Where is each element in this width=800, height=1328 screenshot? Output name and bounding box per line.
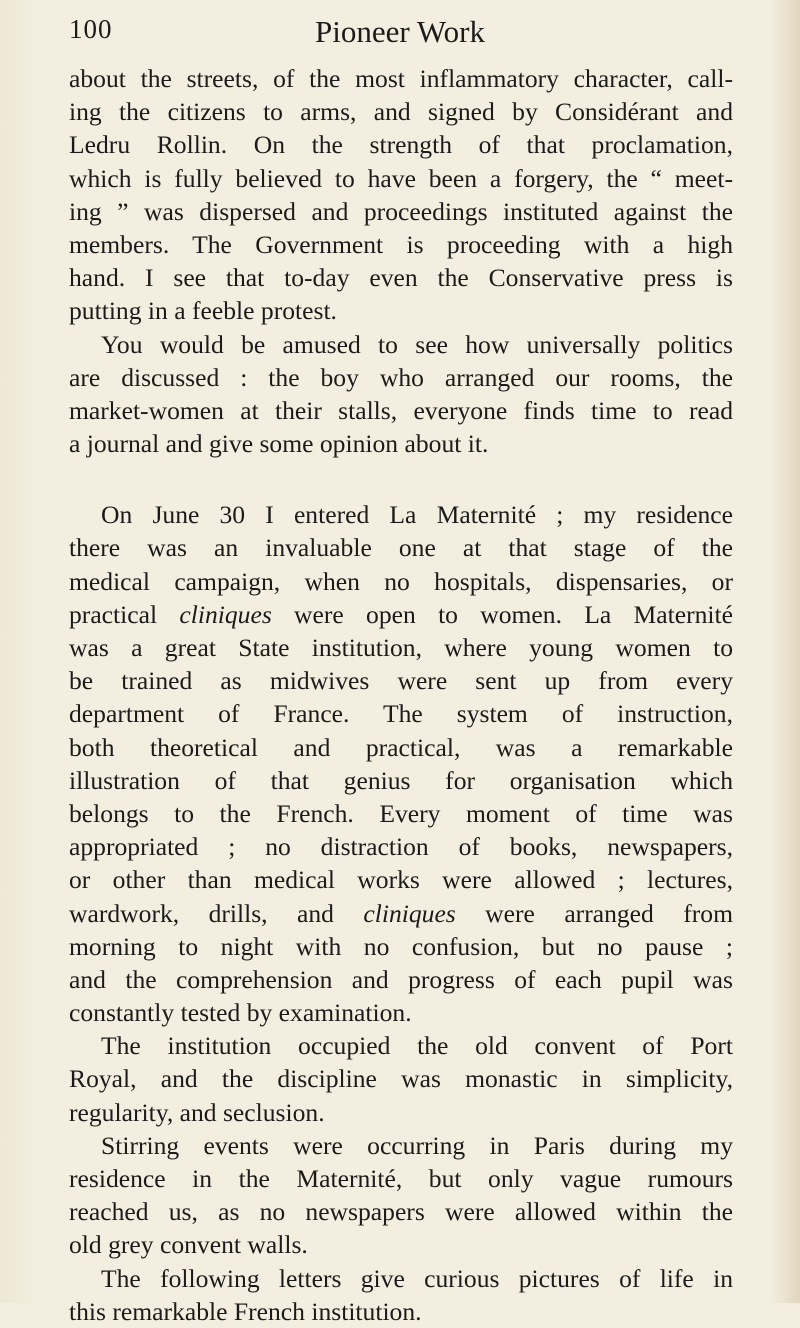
text-line: a journal and give some opinion about it. [69,429,489,459]
text-line: hand. I see that to-day even the Conservative press is [69,263,733,293]
text-line: members. The Government is proceeding with a high [69,229,733,259]
running-title: Pioneer Work [315,14,485,49]
text-line: and the comprehension and progress of each pupil was [69,964,733,994]
text-line: old grey convent walls. [69,1230,308,1260]
text-line: putting in a feeble protest. [69,296,337,326]
text-line: about the streets, of the most inflammatory character, call- [69,64,733,93]
text-line: was a great State institution, where young women to [69,633,733,662]
paragraph [69,1262,733,1328]
text-line: market-women at their stalls, everyone finds time to read [69,395,733,425]
paragraph-gap [69,460,733,498]
paragraph [69,62,733,328]
text-line: be trained as midwives were sent up from every [69,666,733,696]
text-line: The following letters give curious pictures of life in [101,1263,733,1293]
body-text [69,62,733,1328]
paragraph [69,1129,733,1262]
text-line: which is fully believed to have been a forgery, the “ meet- [69,163,733,193]
text-line: residence in the Maternité, but only vague rumours [69,1164,733,1193]
text-line: On June 30 I entered La Maternité ; my residence [101,500,733,530]
text-line: wardwork, drills, and cliniques were arranged from [69,898,733,928]
text-line: medical campaign, when no hospitals, dispensaries, or [69,566,733,596]
text-line: ing ” was dispersed and proceedings instituted against the [69,196,733,226]
text-line: or other than medical works were allowed ; lectures, [69,865,733,895]
page-header [69,14,731,54]
text-line: there was an invaluable one at that stage of the [69,533,733,563]
text-line: Stirring events were occurring in Paris during my [101,1130,733,1160]
text-line: appropriated ; no distraction of books, newspapers, [69,832,733,862]
paragraph [69,498,733,1029]
text-line: constantly tested by examination. [69,998,412,1028]
page-number: 100 [69,14,113,44]
text-line: reached us, as no newspapers were allowed within the [69,1197,733,1227]
text-line: belongs to the French. Every moment of time was [69,798,733,828]
text-line: The institution occupied the old convent of Port [101,1031,733,1061]
text-line: ing the citizens to arms, and signed by Considérant and [69,97,733,127]
paragraph [69,1029,733,1129]
text-line: department of France. The system of instruction, [69,699,733,729]
text-line: You would be amused to see how universally politics [101,329,733,359]
text-line: are discussed : the boy who arranged our rooms, the [69,362,733,392]
text-line: Royal, and the discipline was monastic in simplicity, [69,1064,733,1094]
text-line: both theoretical and practical, was a remarkable [69,732,733,762]
text-line: practical cliniques were open to women. La Maternité [69,599,734,629]
paragraph [69,328,733,461]
text-line: this remarkable French institution. [69,1296,422,1326]
text-line: regularity, and seclusion. [69,1097,325,1127]
text-line: morning to night with no confusion, but no pause ; [69,931,733,961]
text-line: illustration of that genius for organisation which [69,765,733,795]
text-line: Ledru Rollin. On the strength of that proclamation, [69,130,733,160]
